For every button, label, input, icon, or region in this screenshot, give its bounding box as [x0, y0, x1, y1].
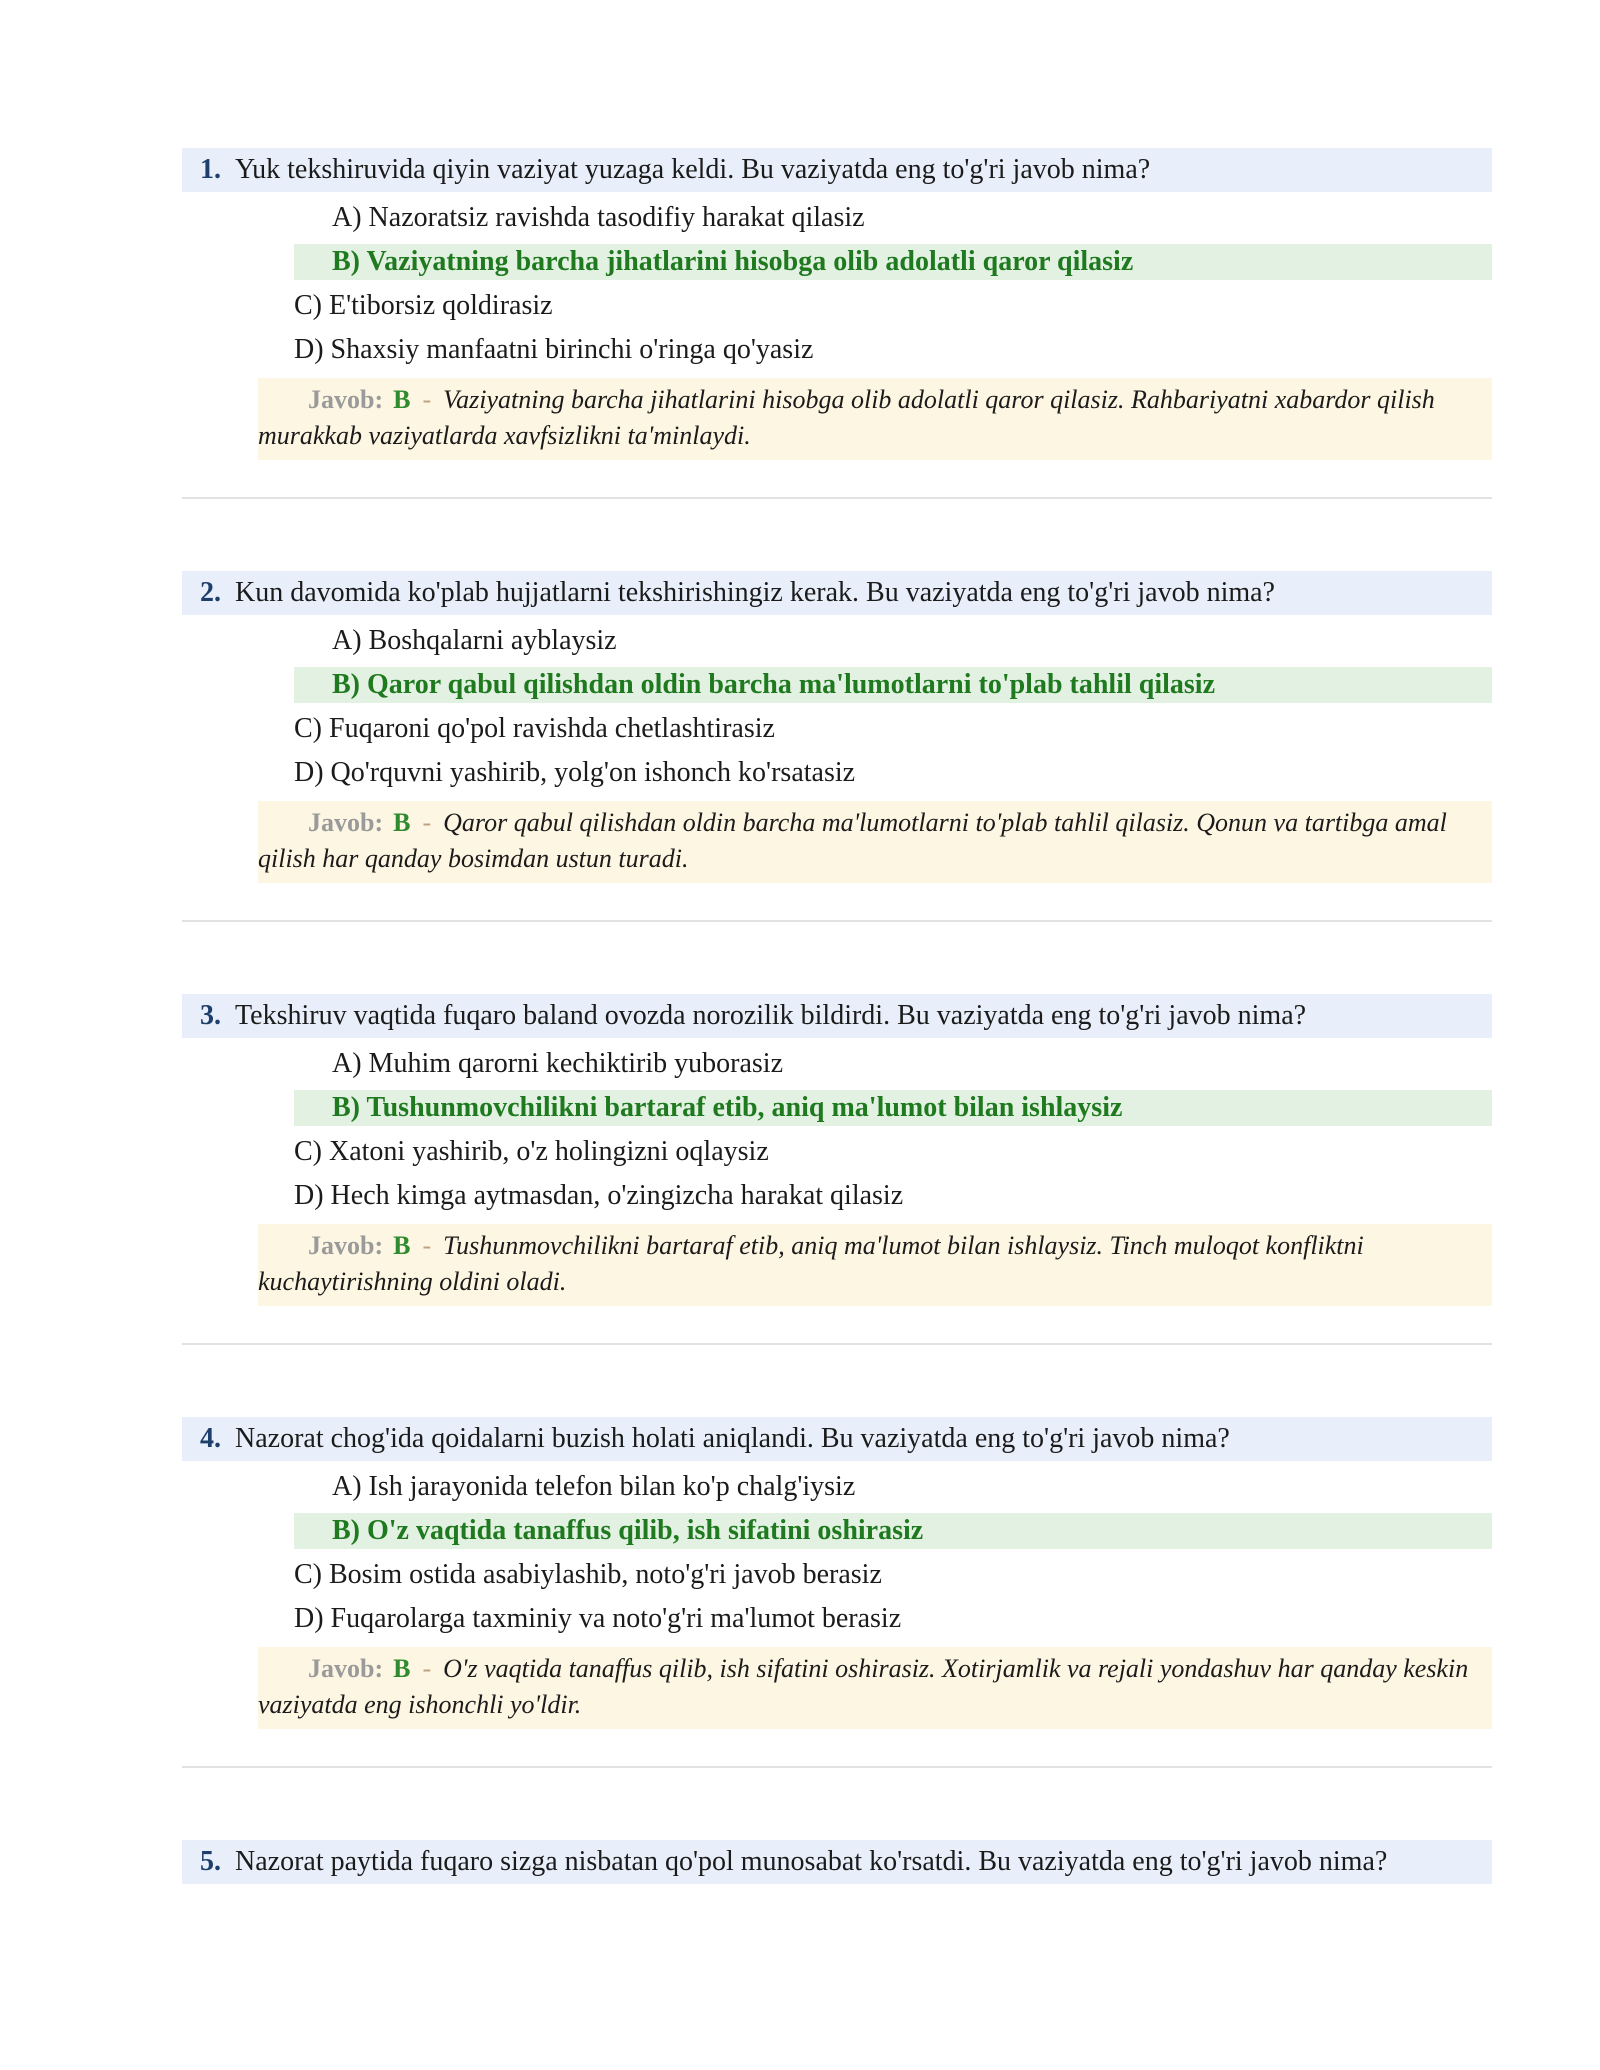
question-text: Tekshiruv vaqtida fuqaro baland ovozda norozilik bildirdi. Bu vaziyatda eng to'g'ri javob nima?: [235, 1000, 1307, 1031]
correct-option: B) Vaziyatning barcha jihatlarini hisobga olib adolatli qaror qilasiz: [294, 244, 1492, 280]
question-number: 3.: [200, 1000, 221, 1031]
answer-letter: B: [393, 385, 411, 414]
answer-option: D) Qo'rquvni yashirib, yolg'on ishonch ko'rsatasiz: [294, 757, 856, 788]
answer-label: Javob:: [308, 1231, 384, 1260]
question-text: Kun davomida ko'plab hujjatlarni tekshirishingiz kerak. Bu vaziyatda eng to'g'ri javob nima?: [235, 577, 1275, 608]
question-divider: [182, 920, 1492, 922]
answer-explanation: Qaror qabul qilishdan oldin barcha ma'lumotlarni to'plab tahlil qilasiz. Qonun va tartibga amal qilish har qanday bosimdan ustun turadi.: [258, 808, 1447, 873]
question-block: [182, 571, 1492, 883]
correct-option: B) Tushunmovchilikni bartaraf etib, aniq ma'lumot bilan ishlaysiz: [294, 1090, 1492, 1126]
question-heading: [182, 571, 1492, 615]
answer-letter: B: [393, 1654, 411, 1683]
answer-dash: -: [422, 808, 432, 837]
answer-option: D) Fuqarolarga taxminiy va noto'g'ri ma'lumot berasiz: [294, 1603, 902, 1634]
answer-option: A) Muhim qarorni kechiktirib yuborasiz: [332, 1048, 784, 1079]
question-heading: [182, 1840, 1492, 1884]
question-block: [182, 148, 1492, 460]
question-divider: [182, 1766, 1492, 1768]
question-number: 5.: [200, 1846, 221, 1877]
answer-explanation: O'z vaqtida tanaffus qilib, ish sifatini oshirasiz. Xotirjamlik va rejali yondashuv har qanday keskin vaziyatda eng ishonchli yo'ldir.: [258, 1654, 1469, 1719]
answer-option: A) Boshqalarni ayblaysiz: [332, 625, 617, 656]
answer-option: A) Nazoratsiz ravishda tasodifiy harakat qilasiz: [332, 202, 865, 233]
answer-explanation-box: [258, 378, 1492, 460]
question-number: 1.: [200, 154, 221, 185]
question-divider: [182, 1343, 1492, 1345]
question-text: Yuk tekshiruvida qiyin vaziyat yuzaga keldi. Bu vaziyatda eng to'g'ri javob nima?: [235, 154, 1151, 185]
question-block: [182, 1840, 1492, 1884]
answer-dash: -: [422, 1654, 432, 1683]
question-number: 4.: [200, 1423, 221, 1454]
answer-option: D) Hech kimga aytmasdan, o'zingizcha harakat qilasiz: [294, 1180, 904, 1211]
question-block: [182, 994, 1492, 1306]
answer-letter: B: [393, 1231, 411, 1260]
answer-explanation-box: [258, 1224, 1492, 1306]
answer-label: Javob:: [308, 1654, 384, 1683]
question-text: Nazorat paytida fuqaro sizga nisbatan qo'pol munosabat ko'rsatdi. Bu vaziyatda eng to'g'ri javob nima?: [235, 1846, 1388, 1877]
question-number: 2.: [200, 577, 221, 608]
question-heading: [182, 1417, 1492, 1461]
question-heading: [182, 994, 1492, 1038]
answer-option: C) Fuqaroni qo'pol ravishda chetlashtirasiz: [294, 713, 775, 744]
question-text: Nazorat chog'ida qoidalarni buzish holati aniqlandi. Bu vaziyatda eng to'g'ri javob nima?: [235, 1423, 1230, 1454]
question-divider: [182, 497, 1492, 499]
question-heading: [182, 148, 1492, 192]
answer-explanation: Vaziyatning barcha jihatlarini hisobga olib adolatli qaror qilasiz. Rahbariyatni xabardor qilish murakkab vaziyatlarda xavfsizlikni ta'minlaydi.: [258, 385, 1435, 450]
answer-dash: -: [422, 385, 432, 414]
answer-option: D) Shaxsiy manfaatni birinchi o'ringa qo'yasiz: [294, 334, 814, 365]
answer-option: C) E'tiborsiz qoldirasiz: [294, 290, 553, 321]
answer-explanation-box: [258, 1647, 1492, 1729]
answer-label: Javob:: [308, 385, 384, 414]
answer-explanation-box: [258, 801, 1492, 883]
correct-option: B) Qaror qabul qilishdan oldin barcha ma'lumotlarni to'plab tahlil qilasiz: [294, 667, 1492, 703]
answer-option: C) Bosim ostida asabiylashib, noto'g'ri javob berasiz: [294, 1559, 882, 1590]
question-block: [182, 1417, 1492, 1729]
answer-explanation: Tushunmovchilikni bartaraf etib, aniq ma'lumot bilan ishlaysiz. Tinch muloqot konfliktni kuchaytirishning oldini oladi.: [258, 1231, 1364, 1296]
answer-label: Javob:: [308, 808, 384, 837]
answer-option: C) Xatoni yashirib, o'z holingizni oqlaysiz: [294, 1136, 769, 1167]
answer-letter: B: [393, 808, 411, 837]
answer-option: A) Ish jarayonida telefon bilan ko'p chalg'iysiz: [332, 1471, 856, 1502]
answer-dash: -: [422, 1231, 432, 1260]
correct-option: B) O'z vaqtida tanaffus qilib, ish sifatini oshirasiz: [294, 1513, 1492, 1549]
